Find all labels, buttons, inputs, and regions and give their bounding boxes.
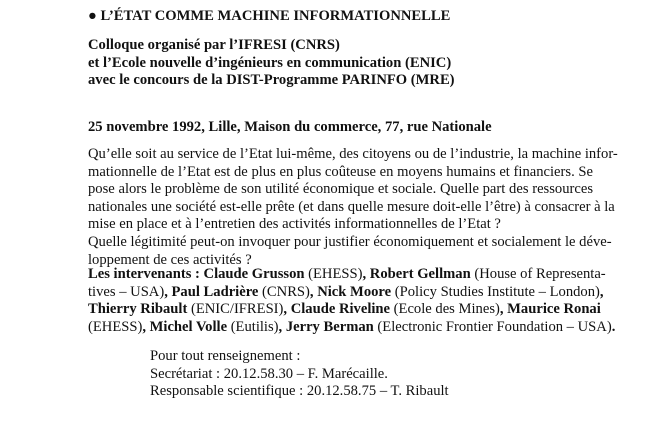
speaker-affiliation: (Eutilis) [227,318,279,335]
speakers-line [88,283,604,302]
paragraph-line: nationales une société est-elle prête (et dans quelle mesure doit-elle l’être) à consacrer à la [88,198,615,215]
speaker-name: , [599,283,604,300]
paragraph-line: mise en place et à l’entretien des activités informationnelles de l’Etat ? [88,216,501,233]
contact-info [150,348,550,401]
speaker-affiliation: (CNRS) [258,283,310,300]
speaker-affiliation: (EHESS) [304,266,363,282]
contact-heading: Pour tout renseignement : [150,348,301,364]
speaker-affiliation: (ENIC/IFRESI) [187,301,284,318]
speaker-name: Les intervenants : Claude Grusson [88,266,305,282]
organizer-line: et l’Ecole nouvelle d’ingénieurs en communication (ENIC) [88,54,452,71]
speaker-name: , Jerry Berman [278,318,374,335]
speaker-name: . [611,318,616,335]
speaker-affiliation: (EHESS) [88,318,143,335]
paragraph-line: mationnelle de l’Etat est de plus en plus coûteuse en moyens humains et financiers. Se [88,163,593,180]
contact-secretariat: Secrétariat : 20.12.58.30 – F. Marécaille. [150,365,388,382]
organizer-line: Colloque organisé par l’IFRESI (CNRS) [88,37,340,53]
speaker-affiliation: (Ecole des Mines) [390,301,500,318]
speaker-name: , Nick Moore [309,283,392,300]
speaker-name: , Robert Gellman [362,266,471,282]
speaker-affiliation: (Electronic Frontier Foundation – USA) [373,318,612,335]
description-paragraph [88,146,618,269]
speakers-list [88,266,616,336]
title-text: L’ÉTAT COMME MACHINE INFORMATIONNELLE [100,8,451,24]
date-place: 25 novembre 1992, Lille, Maison du commerce, 77, rue Nationale [88,119,492,135]
paragraph-line: loppement de ces activités ? [88,251,252,268]
speaker-name: , Paul Ladrière [164,283,259,300]
paragraph-line: Qu’elle soit au service de l’Etat lui-même, des citoyens ou de l’industrie, la machine infor- [88,146,618,162]
organizer-line: avec le concours de la DIST-Programme PARINFO (MRE) [88,72,455,89]
speaker-name: , Claude Riveline [283,301,391,318]
speaker-name: Thierry Ribault [88,301,188,318]
paragraph-line: Quelle légitimité peut-on invoquer pour justifier économiquement et socialement le déve- [88,233,612,250]
organizers [88,37,593,90]
contact-scientific: Responsable scientifique : 20.12.58.75 – T. Ribault [150,383,449,400]
paragraph-line: pose alors le problème de son utilité économique et sociale. Quelle part des ressources [88,181,593,198]
speaker-name: , Maurice Ronai [499,301,601,318]
speaker-affiliation: (Policy Studies Institute – London) [391,283,600,300]
speaker-name: , Michel Volle [142,318,228,335]
document-title [88,8,593,26]
speakers-line [88,301,601,319]
speaker-affiliation: (House of Representa- [470,266,606,282]
speakers-line [88,266,606,284]
bullet-icon: ● [88,8,97,24]
speakers-line [88,318,616,337]
speaker-affiliation: tives – USA) [88,283,165,300]
